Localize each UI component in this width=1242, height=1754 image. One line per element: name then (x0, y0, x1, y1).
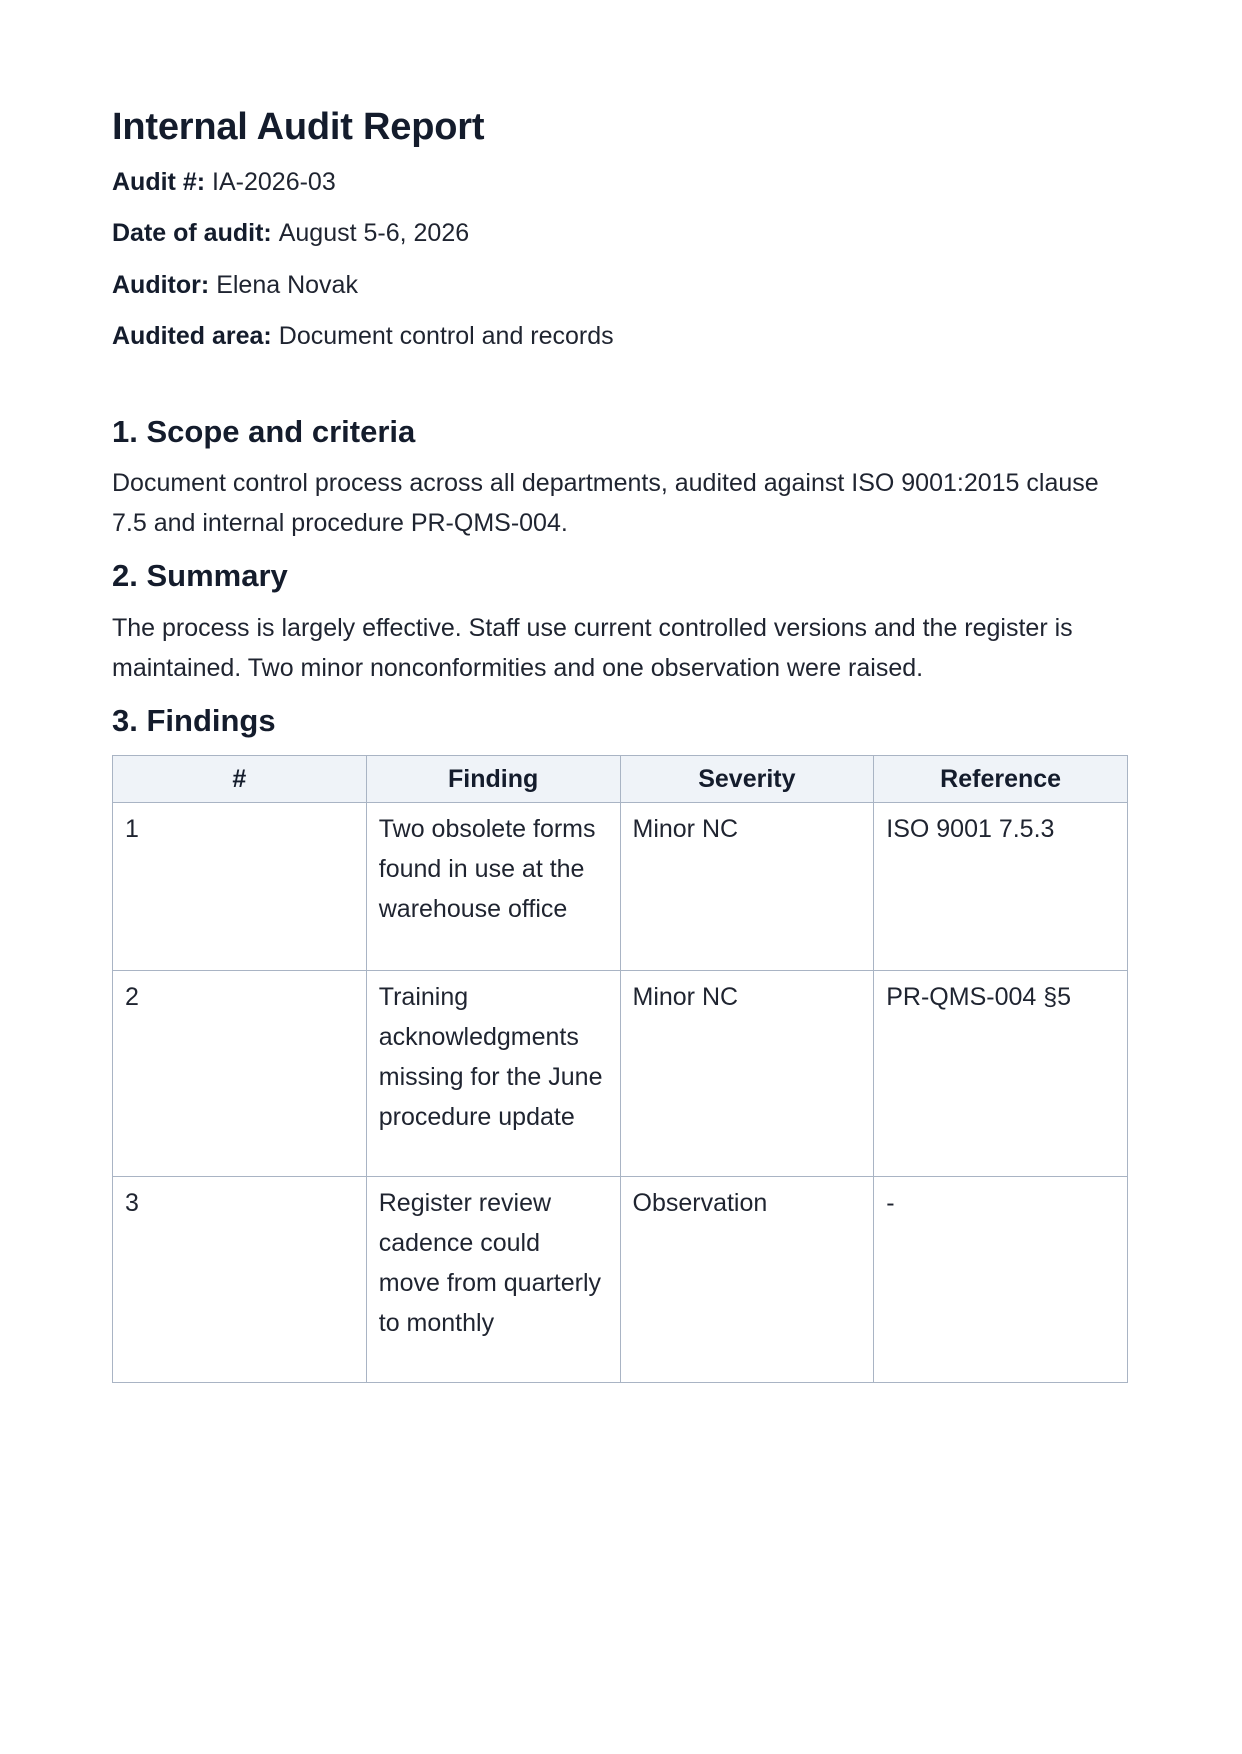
table-row (113, 802, 1128, 970)
scope-text: Document control process across all departments, audited against ISO 9001:2015 clause 7.5 and internal procedure PR-QMS-004. (112, 469, 1099, 538)
table-header-row (113, 755, 1128, 802)
cell-number: 2 (113, 970, 367, 1176)
cell-severity: Observation (620, 1176, 874, 1382)
meta-audit-date (112, 217, 1130, 250)
meta-value: August 5-6, 2026 (278, 219, 470, 247)
findings-table (112, 755, 1128, 1383)
column-header-severity: Severity (620, 755, 874, 802)
cell-number: 3 (113, 1176, 367, 1382)
cell-severity: Minor NC (620, 802, 874, 970)
cell-finding: Training acknowledgments missing for the June procedure update (366, 970, 620, 1176)
cell-reference: PR-QMS-004 §5 (874, 970, 1128, 1176)
summary-text: The process is largely effective. Staff use current controlled versions and the register is maintained. Two minor nonconformities and one observation were raised. (112, 614, 1073, 682)
section-findings (112, 702, 1130, 1383)
section-scope (112, 413, 1130, 544)
section-heading-summary: 2. Summary (112, 558, 288, 594)
column-header-finding: Finding (366, 755, 620, 802)
table-row (113, 970, 1128, 1176)
meta-value: Elena Novak (216, 270, 358, 299)
page-title: Internal Audit Report (112, 106, 485, 148)
meta-audited-area (112, 320, 1130, 353)
audit-metadata (112, 166, 1130, 353)
column-header-reference: Reference (874, 755, 1128, 802)
cell-reference: - (874, 1176, 1128, 1382)
meta-label: Auditor: (112, 270, 210, 299)
cell-finding: Register review cadence could move from quarterly to monthly (366, 1176, 620, 1382)
table-row (113, 1176, 1128, 1382)
section-summary (112, 557, 1130, 688)
meta-value: IA-2026-03 (212, 167, 336, 196)
section-heading-scope: 1. Scope and criteria (112, 413, 416, 449)
meta-label: Audit #: (112, 167, 206, 196)
meta-value: Document control and records (278, 322, 614, 350)
cell-reference: ISO 9001 7.5.3 (874, 802, 1128, 970)
meta-audit-number (112, 166, 1130, 199)
cell-severity: Minor NC (620, 970, 874, 1176)
meta-auditor (112, 269, 1130, 302)
cell-number: 1 (113, 802, 367, 970)
column-header-number: # (113, 755, 367, 802)
section-heading-findings: 3. Findings (112, 703, 276, 738)
meta-label: Date of audit: (112, 219, 272, 247)
meta-label: Audited area: (112, 322, 272, 350)
cell-finding: Two obsolete forms found in use at the warehouse office (366, 802, 620, 970)
